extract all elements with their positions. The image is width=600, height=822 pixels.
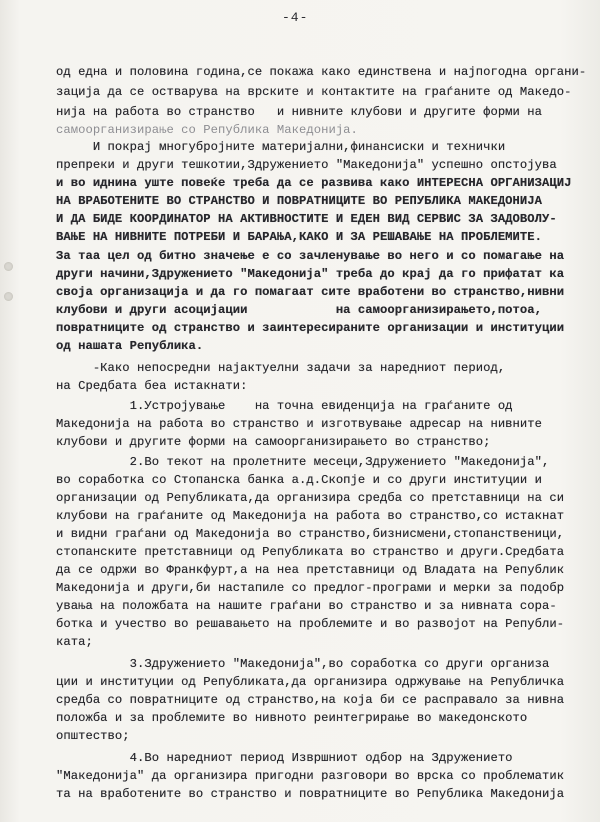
text-line: -Како непосредни најактуелни задачи за наредниот период, bbox=[56, 361, 506, 375]
text-line: Македонија на работа во странство и изготвување адресар на нивните bbox=[56, 417, 543, 431]
text-line: други начини,Здружението "Македонија" треба до крај да го прифатат ка bbox=[56, 267, 565, 281]
text-line: ВАЊЕ НА НИВНИТЕ ПОТРЕБИ И БАРАЊА,КАКО И ЗА РЕШАВАЊЕ НА ПРОБЛЕМИТЕ. bbox=[56, 230, 543, 244]
text-line: НА ВРАБОТЕНИТЕ ВО СТРАНСТВО И ПОВРАТНИЦИТЕ ВО РЕПУБЛИКА МАКЕДОНИЈА bbox=[56, 194, 543, 208]
text-line: 4.Во наредниот период Извршниот одбор на Здружението bbox=[56, 751, 513, 765]
punch-hole-mark bbox=[4, 292, 13, 301]
text-line: од нашата Република. bbox=[56, 339, 204, 353]
text-line: препреки и други тешкотии,Здружението "Македонија" успешно опстојува bbox=[56, 158, 557, 172]
text-line: средба со повратниците од странство,на која би се расправало за нивна bbox=[56, 693, 565, 707]
punch-hole-mark bbox=[4, 262, 13, 271]
text-line: ции и институции од Републиката,да организира одржување на Републичка bbox=[56, 675, 565, 689]
page-number: -4- bbox=[282, 10, 309, 25]
text-line: клубови и други асоцијации на самоорганизирањето,потоа, bbox=[56, 303, 543, 317]
text-line: од една и половина година,се покажа како единствена и најпогодна органи- bbox=[56, 65, 587, 79]
text-line: увања на положбата на нашите граѓани во странство и за нивната сора- bbox=[56, 599, 557, 613]
text-line: клубови и другите форми на самоорганизирањето во странство; bbox=[56, 435, 491, 449]
text-line: клубови на граѓаните од Македонија на работа во странство,со истакнат bbox=[56, 509, 565, 523]
text-line: своја организација и да го помагаат сите вработени во странство,нивни bbox=[56, 285, 565, 299]
text-line: И ДА БИДЕ КООРДИНАТОР НА АКТИВНОСТИТЕ И ЕДЕН ВИД СЕРВИС ЗА ЗАДОВОЛУ- bbox=[56, 212, 557, 226]
text-line: самоорганизирање со Република Македонија. bbox=[56, 123, 358, 137]
text-line: организации од Републиката,да организира средба со претставници на си bbox=[56, 491, 565, 505]
text-line: 2.Во текот на пролетните месеци,Здружението "Македонија", bbox=[56, 455, 550, 469]
text-line: Македонија и други,би настапиле со предлог-програми и мерки за подобр bbox=[56, 581, 565, 595]
text-line: на Средбата беа истакнати: bbox=[56, 379, 248, 393]
text-line: 3.Здружението "Македонија",во соработка со други организа bbox=[56, 657, 550, 671]
text-line: та на вработените во странство и повратниците во Република Македонија bbox=[56, 787, 565, 801]
text-line: да се одржи во Франкфурт,а на неа претставници од Владата на Републик bbox=[56, 563, 565, 577]
text-line: зација да се остварува на врските и контактите на граѓаните од Македо- bbox=[56, 85, 572, 99]
text-line: и во иднина уште повеќе треба да се развива како ИНТЕРЕСНА ОРГАНИЗАЦИЈ bbox=[56, 176, 572, 190]
text-line: положба и за проблемите во нивното реинтегрирање во македонското bbox=[56, 711, 528, 725]
text-line: општество; bbox=[56, 729, 130, 743]
text-line: ботка и учество во решавањето на проблемите и во развојот на Републи- bbox=[56, 617, 565, 631]
text-line: и видни граѓани од Македонија во странство,бизнисмени,стопанственици, bbox=[56, 527, 565, 541]
text-line: стопанските претставници од Републиката во странство и други.Средбата bbox=[56, 545, 565, 559]
text-line: 1.Устројување на точна евиденција на граѓаните од bbox=[56, 399, 513, 413]
text-line: повратниците од странство и заинтересираните организации и институции bbox=[56, 321, 565, 335]
text-line: во соработка со Стопанска банка а.д.Скопје и со други институции и bbox=[56, 473, 543, 487]
text-line: За таа цел од битно значење е со зачленување во него и со помагање на bbox=[56, 249, 565, 263]
text-line: нија на работа во странство и нивните клубови и другите форми на bbox=[56, 105, 543, 119]
text-line: "Македонија" да организира пригодни разговори во врска со проблематик bbox=[56, 769, 565, 783]
text-line: ката; bbox=[56, 635, 93, 649]
text-line: И покрај многубројните материјални,финансиски и технички bbox=[56, 140, 506, 154]
